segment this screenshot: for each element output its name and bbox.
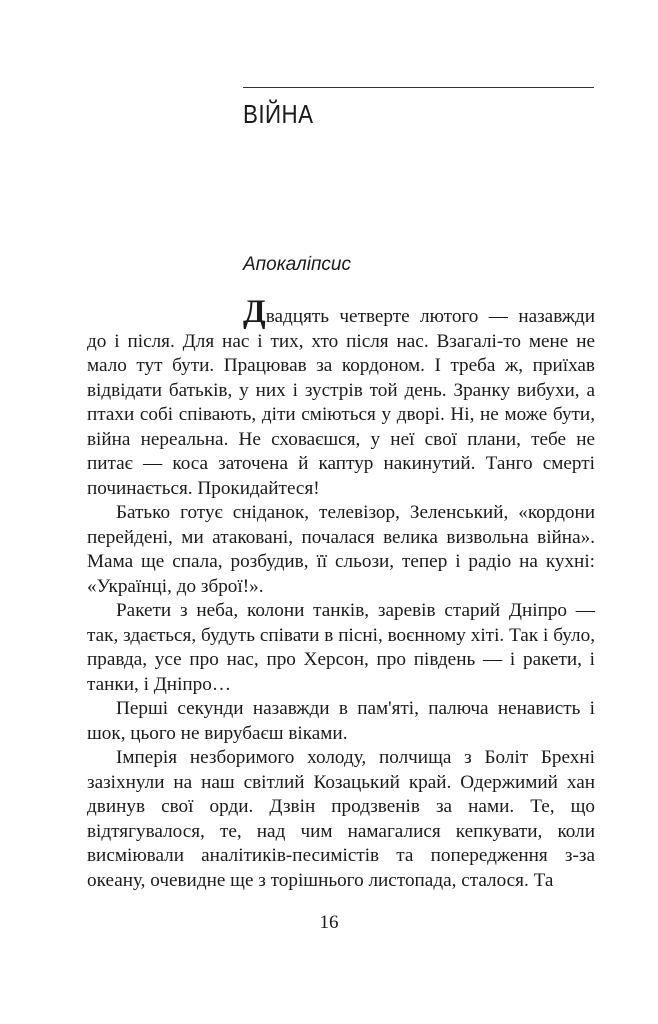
page-number: 16: [319, 912, 339, 933]
paragraph-2: Батько готує сніданок, телевізор, Зеленський, «кордони перейдені, ми атаковані, почалася велика визвольна війна». Мама ще спала, розбудив, її сльози, тепер і радіо на кухні: «Українці, до зброї!».: [87, 502, 595, 597]
drop-cap: Д: [243, 294, 266, 330]
section-title: Апокаліпсис: [243, 254, 351, 275]
chapter-title: ВІЙНА: [243, 99, 314, 129]
chapter-rule: [243, 87, 594, 88]
indent-space: [87, 302, 243, 324]
paragraph-5: Імперія незборимого холоду, полчища з Боліт Брехні зазіхнули на наш світлий Козацький край. Одержимий хан двинув свої орди. Дзвін продзвенів за нами. Те, що відтягувалося, те, над чим намагалися кепкувати, коли висміювали аналітиків-песимістів та попередження з-за океану, очевидне ще з торішнього листопада, сталося. Та: [87, 747, 595, 891]
body-text: [87, 294, 595, 893]
paragraph-1-text: вадцять четверте лютого — назавжди до і після. Для нас і тих, хто після нас. Взагалі-то мене не мало тут бути. Працював за кордоном. І треба ж, приїхав відвідати батьків, у них і зустрів той день. Зранку вибухи, а птахи собі співають, діти сміються у дворі. Ні, не може бути, війна нереальна. Не сховаєшся, у неї свої плани, тебе не питає — коса заточена й каптур накинутий. Танго смерті починається. Прокидайтеся!: [87, 306, 595, 499]
paragraph-1: [87, 294, 595, 501]
paragraph-3: Ракети з неба, колони танків, заревів старий Дніпро — так, здається, будуть співати в пісні, воєнному хіті. Так і було, правда, усе про нас, про Херсон, про південь — і ракети, і танки, і Дніпро…: [87, 600, 595, 695]
paragraph-4: Перші секунди назавжди в пам'яті, палюча ненависть і шок, цього не вирубаєш віками.: [87, 698, 595, 744]
